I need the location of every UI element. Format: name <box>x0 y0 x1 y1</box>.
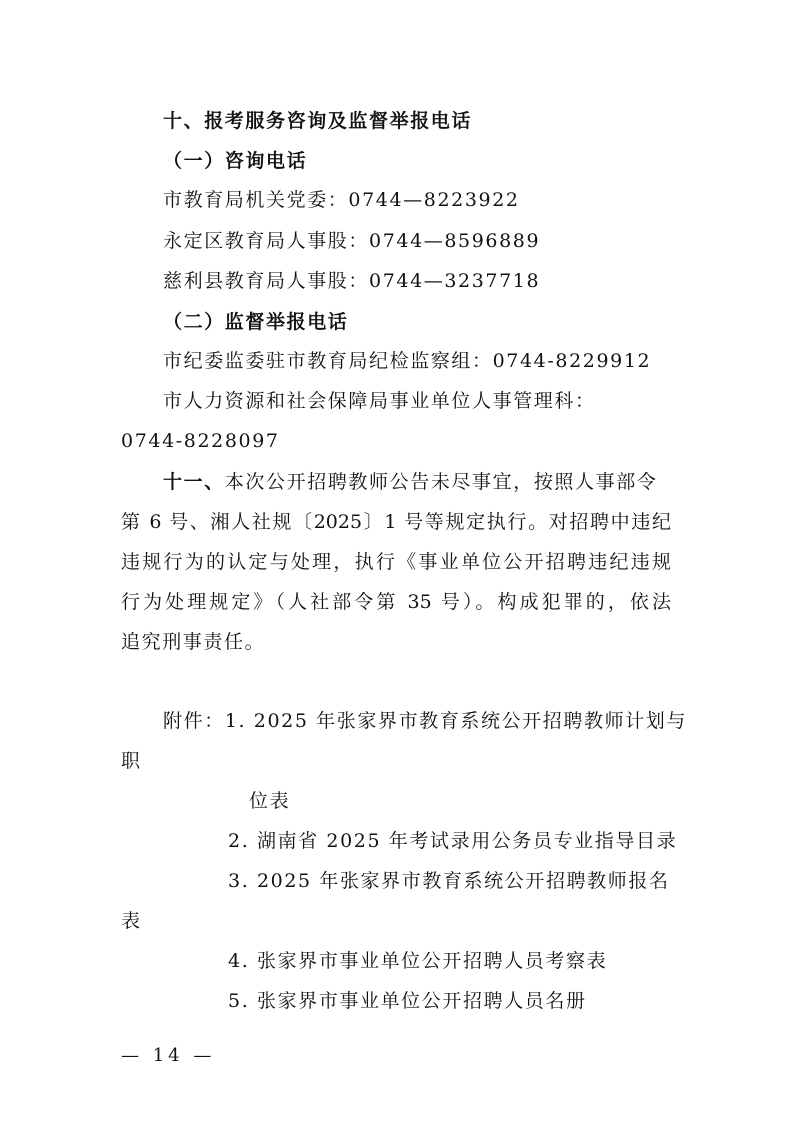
section-11-line: 违规行为的认定与处理，执行《事业单位公开招聘违纪违规 <box>121 551 671 573</box>
consult-phone-line: 慈利县教育局人事股：0744—3237718 <box>163 270 541 292</box>
page-number: — 14 — <box>121 1045 216 1066</box>
attachment-item-3: 3. 2025 年张家界市教育系统公开招聘教师报名 <box>228 870 670 892</box>
consult-phone-heading: （一）咨询电话 <box>163 150 308 172</box>
attachment-item-2: 2. 湖南省 2025 年考试录用公务员专业指导目录 <box>228 830 678 852</box>
section-11-line: 第 6 号、湘人社规〔2025〕1 号等规定执行。对招聘中违纪 <box>121 511 671 533</box>
attachment-item-4: 4. 张家界市事业单位公开招聘人员考察表 <box>228 950 608 972</box>
section-11-first-line <box>163 469 657 495</box>
section-11-line: 行为处理规定》（人社部令第 35 号）。构成犯罪的，依法 <box>121 591 671 613</box>
attachment-item-1-wrap: 位表 <box>249 790 291 812</box>
attachment-item-1-text: 1. 2025 年张家界市教育系统公开招聘教师计划与 <box>224 710 687 732</box>
supervise-phone-line: 市纪委监委驻市教育局纪检监察组：0744-8229912 <box>163 350 652 372</box>
supervise-phone-line: 0744-8228097 <box>121 430 280 452</box>
supervise-phone-heading: （二）监督举报电话 <box>163 311 349 333</box>
section-11-line: 追究刑事责任。 <box>121 631 266 653</box>
supervise-phone-line: 市人力资源和社会保障局事业单位人事管理科： <box>163 390 596 412</box>
section-11-label: 十一、 <box>163 471 225 493</box>
attachment-item-5: 5. 张家界市事业单位公开招聘人员名册 <box>228 990 587 1012</box>
section-10-heading: 十、报考服务咨询及监督举报电话 <box>163 110 473 132</box>
attachment-item-3-wrap: 表 <box>121 910 142 932</box>
consult-phone-line: 市教育局机关党委：0744—8223922 <box>163 189 520 211</box>
attachments-label: 附件： <box>163 710 225 732</box>
consult-phone-line: 永定区教育局人事股：0744—8596889 <box>163 230 541 252</box>
attachment-item-1-wrap: 职 <box>121 750 142 772</box>
attachment-item-1 <box>163 708 687 734</box>
section-11-text: 本次公开招聘教师公告未尽事宜，按照人事部令 <box>224 471 658 493</box>
